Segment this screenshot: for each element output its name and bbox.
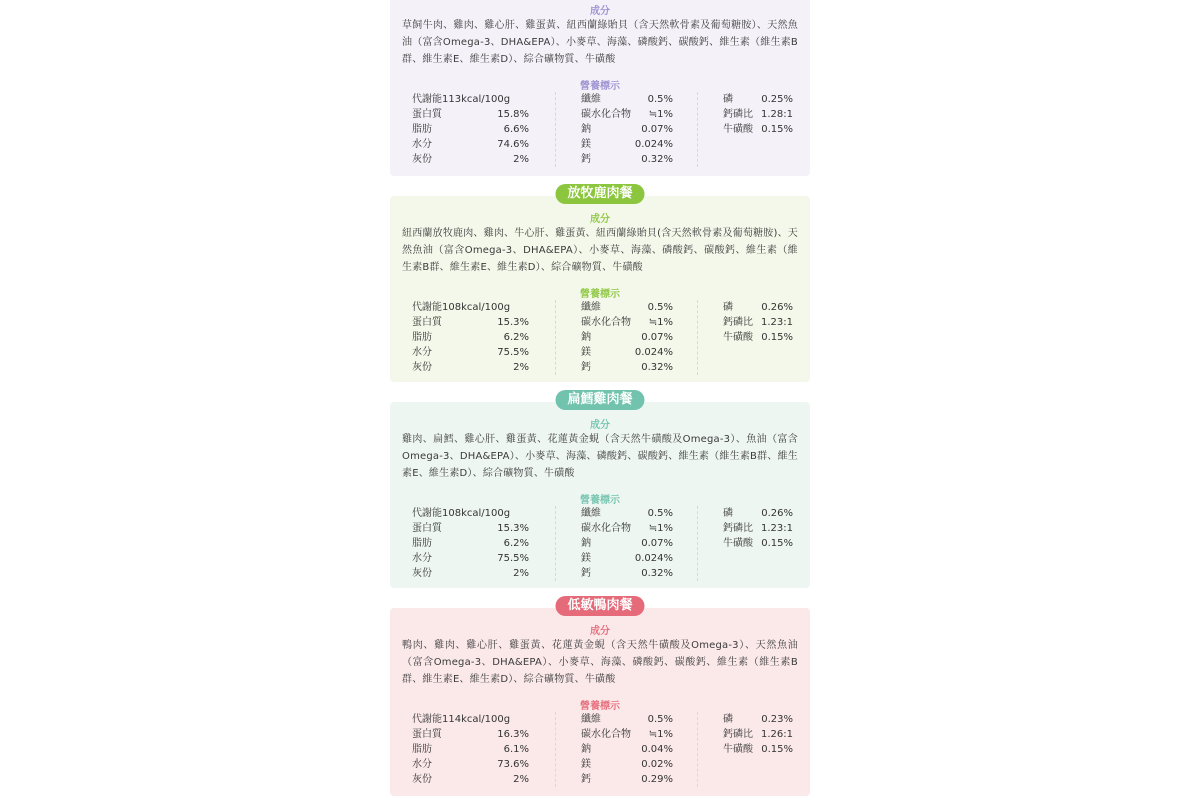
- nutrient-name: 代謝能108kcal/100g: [412, 508, 511, 519]
- ingredients-text: 草飼牛肉、雞肉、雞心肝、雞蛋黃、紐西蘭綠貽貝（含天然軟骨素及葡萄糖胺）、天然魚油（富含Omega-3、DHA&EPA）、小麥草、海藻、磷酸鈣、碳酸鈣、維生素（維生素B群、維生素E、維生素D）、綜合礦物質、牛磺酸: [402, 20, 798, 65]
- nutrient-name: 碳水化合物: [581, 109, 631, 120]
- nutrient-value: ≒1%: [648, 523, 673, 534]
- nutrition-row: [412, 727, 529, 742]
- nutrient-value: 0.25%: [761, 94, 793, 105]
- nutrient-name: 磷: [723, 714, 733, 725]
- nutrition-row: [412, 772, 529, 787]
- nutrition-row: [412, 536, 529, 551]
- nutrient-name: 鈉: [581, 538, 591, 549]
- nutrient-value: 0.26%: [761, 508, 793, 519]
- nutrient-name: 碳水化合物: [581, 729, 631, 740]
- nutrient-name: 牛磺酸: [723, 332, 753, 343]
- nutrient-name: 鎂: [581, 139, 591, 150]
- nutrient-value: 0.32%: [641, 362, 673, 373]
- nutrition-column: [697, 300, 793, 375]
- nutrition-row: [412, 345, 529, 360]
- nutrient-name: 灰份: [412, 154, 432, 165]
- nutrient-name: 鈣: [581, 154, 591, 165]
- nutrition-column: [697, 712, 793, 787]
- nutrient-name: 水分: [412, 347, 432, 358]
- nutrient-name: 灰份: [412, 362, 432, 373]
- nutrient-name: 代謝能108kcal/100g: [412, 302, 511, 313]
- nutrition-column: [697, 506, 793, 581]
- ingredients-heading: 成分: [590, 420, 610, 431]
- nutrient-name: 牛磺酸: [723, 538, 753, 549]
- nutrient-value: 6.2%: [503, 332, 529, 343]
- nutrient-name: 灰份: [412, 774, 432, 785]
- nutrition-column: [697, 92, 793, 167]
- nutrition-row: [698, 315, 793, 330]
- nutrient-value: 0.32%: [641, 154, 673, 165]
- ingredients-text: 紐西蘭放牧鹿肉、雞肉、牛心肝、雞蛋黃、紐西蘭綠貽貝(含天然軟骨素及葡萄糖胺)、天然魚油（富含Omega-3、DHA&EPA）、小麥草、海藻、磷酸鈣、碳酸鈣、維生素（維生素B群、維生素E、維生素D）、綜合礦物質、牛磺酸: [402, 228, 798, 273]
- nutrient-value: 0.32%: [641, 568, 673, 579]
- nutrition-row: [556, 566, 673, 581]
- nutrient-name: 磷: [723, 94, 733, 105]
- nutrition-row: [556, 727, 673, 742]
- nutrient-name: 牛磺酸: [723, 124, 753, 135]
- nutrition-row: [556, 345, 673, 360]
- nutrition-heading: 營養標示: [580, 289, 620, 300]
- nutrient-name: 纖維: [581, 508, 601, 519]
- nutrition-row: [698, 330, 793, 345]
- nutrition-heading: 營養標示: [580, 495, 620, 506]
- nutrition-column: [555, 506, 673, 581]
- nutrient-value: 0.5%: [647, 508, 673, 519]
- nutrient-value: 0.07%: [641, 124, 673, 135]
- nutrition-row: [556, 122, 673, 137]
- nutrition-row: [412, 521, 529, 536]
- nutrient-value: ≒1%: [648, 109, 673, 120]
- nutrient-name: 鈣: [581, 568, 591, 579]
- nutrient-value: 0.15%: [761, 538, 793, 549]
- nutrient-value: 0.29%: [641, 774, 673, 785]
- nutrition-row: [698, 92, 793, 107]
- nutrition-row: [556, 742, 673, 757]
- nutrient-name: 水分: [412, 553, 432, 564]
- nutrition-column: [555, 92, 673, 167]
- nutrition-row: [412, 506, 529, 521]
- nutrient-value: 0.02%: [641, 759, 673, 770]
- nutrition-row: [698, 536, 793, 551]
- nutrient-value: 0.5%: [647, 714, 673, 725]
- nutrient-value: 0.15%: [761, 124, 793, 135]
- nutrient-name: 蛋白質: [412, 317, 442, 328]
- nutrient-name: 水分: [412, 759, 432, 770]
- nutrition-table: [412, 300, 792, 375]
- nutrition-row: [556, 152, 673, 167]
- nutrient-name: 脂肪: [412, 744, 432, 755]
- nutrient-value: 2%: [513, 154, 529, 165]
- nutrient-name: 纖維: [581, 302, 601, 313]
- nutrition-row: [556, 772, 673, 787]
- nutrition-row: [412, 330, 529, 345]
- nutrition-column: [412, 92, 529, 167]
- nutrient-value: 0.07%: [641, 332, 673, 343]
- nutrient-value: ≒1%: [648, 317, 673, 328]
- nutrition-row: [556, 551, 673, 566]
- nutrition-row: [698, 506, 793, 521]
- nutrient-name: 鈣磷比: [723, 523, 753, 534]
- nutrient-value: 2%: [513, 568, 529, 579]
- nutrient-value: 15.3%: [497, 317, 529, 328]
- nutrition-row: [412, 122, 529, 137]
- nutrient-name: 鈉: [581, 744, 591, 755]
- nutrient-value: 0.15%: [761, 332, 793, 343]
- nutrient-name: 鎂: [581, 759, 591, 770]
- nutrient-name: 鈣磷比: [723, 109, 753, 120]
- nutrition-column: [555, 300, 673, 375]
- nutrition-row: [556, 315, 673, 330]
- nutrition-row: [412, 315, 529, 330]
- nutrient-value: 74.6%: [497, 139, 529, 150]
- nutrient-value: 73.6%: [497, 759, 529, 770]
- nutrient-value: 1.28:1: [761, 109, 793, 120]
- nutrition-row: [556, 536, 673, 551]
- nutrition-row: [698, 712, 793, 727]
- nutrient-name: 代謝能113kcal/100g: [412, 94, 511, 105]
- ingredients-heading: 成分: [590, 214, 610, 225]
- nutrient-name: 鈉: [581, 332, 591, 343]
- nutrition-row: [556, 521, 673, 536]
- nutrition-column: [412, 506, 529, 581]
- nutrient-value: 16.3%: [497, 729, 529, 740]
- nutrient-name: 蛋白質: [412, 523, 442, 534]
- nutrition-table: [412, 92, 792, 167]
- nutrient-value: 1.26:1: [761, 729, 793, 740]
- nutrition-row: [412, 92, 529, 107]
- nutrition-row: [556, 92, 673, 107]
- nutrition-row: [556, 757, 673, 772]
- nutrient-name: 鎂: [581, 553, 591, 564]
- nutrient-value: 15.8%: [497, 109, 529, 120]
- nutrition-row: [556, 137, 673, 152]
- nutrition-row: [412, 152, 529, 167]
- nutrition-row: [556, 360, 673, 375]
- ingredients-text: 鴨肉、雞肉、雞心肝、雞蛋黃、花蓮黃金蜆（含天然牛磺酸及Omega-3）、天然魚油（富含Omega-3、DHA&EPA）、小麥草、海藻、磷酸鈣、碳酸鈣、維生素（維生素B群、維生素E、維生素D）、綜合礦物質、牛磺酸: [402, 640, 798, 685]
- nutrition-row: [698, 742, 793, 757]
- nutrient-name: 鈣磷比: [723, 729, 753, 740]
- nutrient-value: 0.26%: [761, 302, 793, 313]
- nutrient-value: 75.5%: [497, 553, 529, 564]
- nutrient-value: 0.024%: [634, 553, 673, 564]
- nutrition-row: [698, 122, 793, 137]
- ingredients-heading: 成分: [590, 626, 610, 637]
- nutrition-row: [698, 521, 793, 536]
- nutrition-row: [412, 551, 529, 566]
- nutrient-value: 2%: [513, 774, 529, 785]
- nutrition-row: [412, 712, 529, 727]
- nutrition-column: [555, 712, 673, 787]
- nutrient-name: 纖維: [581, 94, 601, 105]
- nutrient-name: 鈣: [581, 774, 591, 785]
- nutrient-value: 1.23:1: [761, 317, 793, 328]
- nutrient-value: 15.3%: [497, 523, 529, 534]
- nutrient-name: 鈉: [581, 124, 591, 135]
- nutrition-table: [412, 506, 792, 581]
- nutrition-row: [412, 300, 529, 315]
- nutrition-row: [556, 107, 673, 122]
- nutrition-row: [412, 757, 529, 772]
- nutrient-value: ≒1%: [648, 729, 673, 740]
- ingredients-heading: 成分: [590, 6, 610, 17]
- nutrition-row: [698, 107, 793, 122]
- nutrition-row: [412, 360, 529, 375]
- nutrient-name: 水分: [412, 139, 432, 150]
- nutrient-value: 0.04%: [641, 744, 673, 755]
- nutrient-value: 2%: [513, 362, 529, 373]
- nutrient-name: 碳水化合物: [581, 523, 631, 534]
- nutrient-name: 碳水化合物: [581, 317, 631, 328]
- nutrient-value: 0.23%: [761, 714, 793, 725]
- nutrient-value: 75.5%: [497, 347, 529, 358]
- nutrition-table: [412, 712, 792, 787]
- nutrient-name: 代謝能114kcal/100g: [412, 714, 511, 725]
- nutrient-name: 蛋白質: [412, 109, 442, 120]
- nutrient-name: 蛋白質: [412, 729, 442, 740]
- nutrient-name: 脂肪: [412, 332, 432, 343]
- nutrient-name: 磷: [723, 302, 733, 313]
- nutrition-row: [556, 300, 673, 315]
- nutrient-name: 鈣: [581, 362, 591, 373]
- nutrition-column: [412, 712, 529, 787]
- nutrition-row: [412, 137, 529, 152]
- nutrient-value: 1.23:1: [761, 523, 793, 534]
- nutrient-value: 0.024%: [634, 347, 673, 358]
- nutrient-value: 0.5%: [647, 302, 673, 313]
- nutrient-name: 牛磺酸: [723, 744, 753, 755]
- product-title-badge: 放牧鹿肉餐: [555, 184, 644, 204]
- nutrient-value: 6.2%: [503, 538, 529, 549]
- nutrition-row: [556, 330, 673, 345]
- nutrient-name: 脂肪: [412, 124, 432, 135]
- product-title-badge: 低敏鴨肉餐: [555, 596, 644, 616]
- nutrition-row: [698, 300, 793, 315]
- nutrient-name: 纖維: [581, 714, 601, 725]
- nutrient-value: 6.1%: [503, 744, 529, 755]
- nutrition-row: [556, 712, 673, 727]
- nutrition-row: [556, 506, 673, 521]
- nutrient-value: 0.15%: [761, 744, 793, 755]
- ingredients-text: 雞肉、扁鱈、雞心肝、雞蛋黃、花蓮黃金蜆（含天然牛磺酸及Omega-3）、魚油（富含Omega-3、DHA&EPA）、小麥草、海藻、磷酸鈣、碳酸鈣、維生素（維生素B群、維生素E、維生素D）、綜合礦物質、牛磺酸: [402, 434, 798, 479]
- nutrition-row: [412, 107, 529, 122]
- nutrient-name: 磷: [723, 508, 733, 519]
- product-title-badge: 扁鱈雞肉餐: [555, 390, 644, 410]
- nutrient-value: 6.6%: [503, 124, 529, 135]
- nutrient-name: 脂肪: [412, 538, 432, 549]
- nutrient-name: 鎂: [581, 347, 591, 358]
- nutrition-column: [412, 300, 529, 375]
- nutrition-row: [412, 742, 529, 757]
- nutrition-row: [412, 566, 529, 581]
- nutrition-heading: 營養標示: [580, 701, 620, 712]
- nutrient-name: 灰份: [412, 568, 432, 579]
- nutrient-value: 0.07%: [641, 538, 673, 549]
- nutrient-value: 0.5%: [647, 94, 673, 105]
- nutrient-name: 鈣磷比: [723, 317, 753, 328]
- nutrition-heading: 營養標示: [580, 81, 620, 92]
- nutrition-row: [698, 727, 793, 742]
- nutrient-value: 0.024%: [634, 139, 673, 150]
